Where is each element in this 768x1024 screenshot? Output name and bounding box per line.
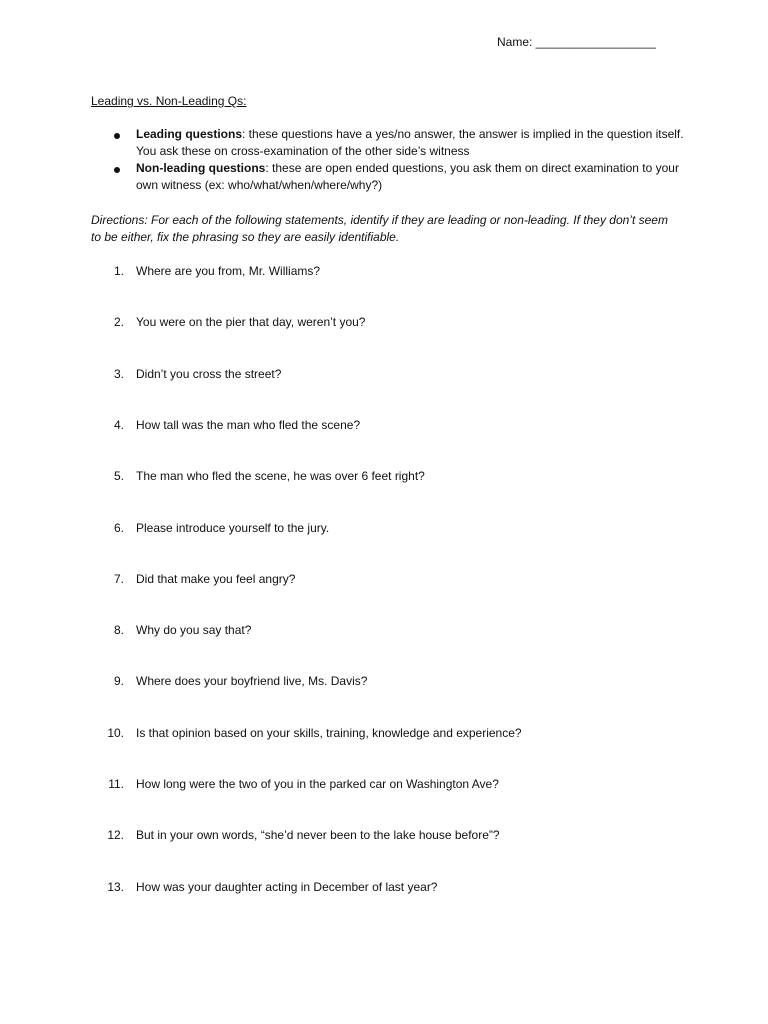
name-field-label: Name: __________________: [497, 35, 656, 49]
worksheet-heading: Leading vs. Non-Leading Qs:: [91, 94, 247, 108]
definition-description: : these are open ended questions, you ask them on direct examination to your own witness (ex: who/what/when/where/why?): [136, 161, 679, 192]
question-text: The man who fled the scene, he was over 6 feet right?: [136, 469, 425, 483]
question-number: 9.: [113, 674, 124, 688]
definition-leading: [110, 126, 685, 160]
definition-term: Leading questions: [136, 127, 243, 141]
question-text: You were on the pier that day, weren’t you?: [136, 315, 366, 329]
question-text: Didn’t you cross the street?: [136, 367, 282, 381]
question-text: Did that make you feel angry?: [136, 572, 296, 586]
definitions-list: [110, 126, 685, 194]
question-number: 1.: [113, 264, 124, 278]
question-number: 11.: [108, 777, 124, 791]
question-number: 13.: [107, 880, 124, 894]
definition-term: Non-leading questions: [136, 161, 266, 175]
question-number: 10.: [107, 726, 124, 740]
bullet-icon: [114, 133, 120, 139]
question-text: Is that opinion based on your skills, training, knowledge and experience?: [136, 726, 522, 740]
question-number: 8.: [113, 623, 124, 637]
question-text: How was your daughter acting in December of last year?: [136, 880, 438, 894]
question-text: But in your own words, “she’d never been to the lake house before”?: [136, 828, 500, 842]
question-text: Where does your boyfriend live, Ms. Davis?: [136, 674, 368, 688]
definition-non-leading: [110, 160, 685, 194]
question-number: 12.: [107, 828, 124, 842]
question-text: How long were the two of you in the parked car on Washington Ave?: [136, 777, 499, 791]
bullet-icon: [114, 167, 120, 173]
question-number: 2.: [113, 315, 124, 329]
question-number: 3.: [113, 367, 124, 381]
question-number: 4.: [113, 418, 124, 432]
question-text: Why do you say that?: [136, 623, 252, 637]
question-number: 5.: [113, 469, 124, 483]
definition-description: : these questions have a yes/no answer, the answer is implied in the question itself. You ask these on cross-examination of the other side’s witness: [136, 127, 684, 158]
directions-text: Directions: For each of the following statements, identify if they are leading or non-leading. If they don’t seem to be either, fix the phrasing so they are easily identifiable.: [91, 213, 668, 244]
question-text: Please introduce yourself to the jury.: [136, 521, 330, 535]
question-number: 7.: [113, 572, 124, 586]
question-text: How tall was the man who fled the scene?: [136, 418, 361, 432]
question-number: 6.: [113, 521, 124, 535]
question-text: Where are you from, Mr. Williams?: [136, 264, 321, 278]
